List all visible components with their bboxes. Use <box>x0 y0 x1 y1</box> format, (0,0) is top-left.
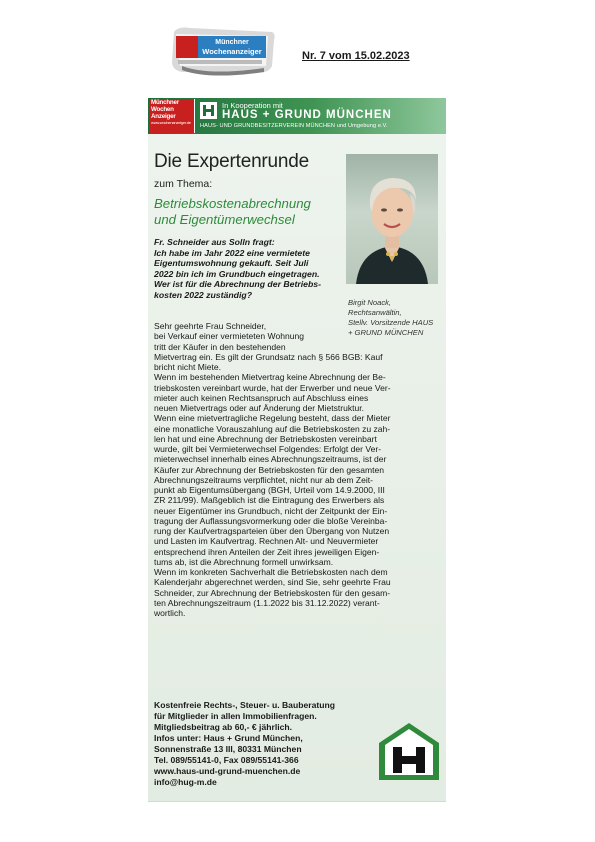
body-line: Kalenderjahr abgerechnet werden, sind Sie, sehr geehrte Frau <box>154 577 391 588</box>
body-line: neuen Mietvertrags oder auf Änderung der Mietstruktur. <box>154 403 364 413</box>
body-line: punkt ab Eigentumsübergang (BGH, Urteil vom 14.9.2000, III <box>154 485 385 495</box>
caption-line: + GRUND MÜNCHEN <box>348 328 424 337</box>
article-title <box>154 196 311 228</box>
body-line: neuer Eigentümer ins Grundbuch, nicht der Zeitpunkt der Ein- <box>154 505 388 516</box>
haus-grund-logo-icon <box>379 723 439 780</box>
mwa-line1: Münchner <box>151 99 179 106</box>
body-line: Wenn im konkreten Sachverhalt die Betriebskosten nach dem <box>154 567 388 577</box>
logo-text-1: Münchner <box>215 39 249 46</box>
reader-question <box>154 237 329 301</box>
body-line: Mietvertrag ein. Es gilt der Grundsatz nach § 566 BGB: Kauf <box>154 351 383 362</box>
cooperation-banner <box>148 98 446 134</box>
body-line: wurde, gilt bei Vermieterwechsel Folgendes: Erfolgt der Ver- <box>154 444 382 454</box>
expert-article <box>148 98 446 802</box>
info-line: Sonnenstraße 13 III, 80331 München <box>154 744 302 754</box>
cooperation-label: In Kooperation mit <box>222 101 283 110</box>
caption-line: Birgit Noack, <box>348 298 392 307</box>
body-line: tragung der Auflassungsvormerkung oder die bloße Vereinba- <box>154 515 388 526</box>
body-line: tums ab, ist die Abrechnung formell unwirksam. <box>154 556 334 567</box>
org-name: HAUS + GRUND MÜNCHEN <box>222 109 392 121</box>
body-line: rung der Kaufvertragsparteien über den Übergang von Nutzen <box>154 526 390 536</box>
haus-grund-icon <box>200 102 217 119</box>
body-line: bricht nicht Miete. <box>154 362 221 372</box>
org-subtitle: HAUS- UND GRUNDBESITZERVEREIN MÜNCHEN und Umgebung e.V. <box>200 123 388 129</box>
question-line: Fr. Schneider aus Solln fragt: <box>154 237 275 247</box>
body-line: mieterwechsel innerhalb eines Abrechnungszeitraums, ist der <box>154 454 387 465</box>
info-line: Mitgliedsbeitrag ab 60,- € jährlich. <box>154 722 293 732</box>
body-line: und Lasten im Kaufvertrag. Rechnen Alt- und Neuvermieter <box>154 536 379 547</box>
body-line: wortlich. <box>154 608 186 618</box>
body-line: Schneider, zur Abrechnung der Betriebskosten für den gesam- <box>154 587 391 598</box>
info-line: Tel. 089/55141-0, Fax 089/55141-366 <box>154 755 299 765</box>
body-line: Wenn im bestehenden Mietvertrag keine Abrechnung der Be- <box>154 372 386 383</box>
info-line: Kostenfreie Rechts-, Steuer- u. Bauberatung <box>154 700 335 710</box>
caption-line: Rechtsanwältin, <box>348 308 402 317</box>
logo-text-2: Wochenanzeiger <box>202 47 262 56</box>
website-link[interactable]: www.haus-und-grund-muenchen.de <box>154 766 301 776</box>
question-line: 2022 bin ich im Grundbuch eingetragen. <box>154 268 320 279</box>
body-line: entsprechend ihren Anteilen der Zeit ihres jeweiligen Eigen- <box>154 546 380 557</box>
body-line: len hat und eine Abrechnung der Betriebskosten vereinbart <box>154 433 377 444</box>
body-line: tritt der Käufer in den bestehenden <box>154 341 286 352</box>
mwa-line2: Wochen <box>151 106 174 113</box>
title-line: Betriebskostenabrechnung <box>154 196 311 211</box>
mwa-logo <box>149 99 195 133</box>
author-photo <box>346 154 438 284</box>
body-line: ZR 211/99). Maßgeblich ist die Eintragung des Erwerbers als <box>154 495 385 506</box>
body-line: eine monatliche Vorauszahlung auf die Betriebskosten zu zah- <box>154 423 391 434</box>
caption-line: Stellv. Vorsitzende HAUS <box>348 318 434 327</box>
question-line: Eigentumswohnung gekauft. Seit Juli <box>154 258 309 269</box>
body-line: mieter auch keinen Rechtsanspruch auf Abschluss eines <box>154 392 369 403</box>
mwa-line3: Anzeiger <box>151 113 176 120</box>
email-link[interactable]: info@hug-m.de <box>154 777 217 787</box>
muenchner-wochenanzeiger-logo <box>168 22 278 80</box>
info-line: für Mitglieder in allen Immobilienfragen. <box>154 711 317 721</box>
body-line: triebskosten vereinbart wurde, hat der Erwerber und neue Ver- <box>154 382 391 393</box>
question-line: Ich habe im Jahr 2022 eine vermietete <box>154 247 310 258</box>
article-heading: Die Expertenrunde <box>154 151 310 172</box>
issue-number: Nr. 7 vom 15.02.2023 <box>302 50 410 62</box>
question-line: Wer ist für die Abrechnung der Betriebs- <box>154 279 322 290</box>
body-line: Käufer zur Abrechnung der Betriebskosten für den gesamten <box>154 464 384 475</box>
body-line: Sehr geehrte Frau Schneider, <box>154 321 267 331</box>
question-line: kosten 2022 zuständig? <box>154 289 253 300</box>
body-line: bei Verkauf einer vermieteten Wohnung <box>154 331 304 342</box>
body-line: ten Abrechnungszeitraum (1.1.2022 bis 31.12.2022) verant- <box>154 597 380 608</box>
body-line: Abrechnungszeitraums verpflichtet, nicht nur ab dem Zeit- <box>154 474 373 485</box>
body-line: Wenn eine mietvertragliche Regelung besteht, dass der Mieter <box>154 413 391 424</box>
mwa-url: www.wochenanzeiger.de <box>151 120 191 125</box>
article-topic-label: zum Thema: <box>154 178 213 190</box>
membership-info <box>154 700 366 788</box>
info-line: Infos unter: Haus + Grund München, <box>154 733 303 743</box>
title-line: und Eigentümerwechsel <box>154 212 295 227</box>
article-body <box>154 321 441 618</box>
